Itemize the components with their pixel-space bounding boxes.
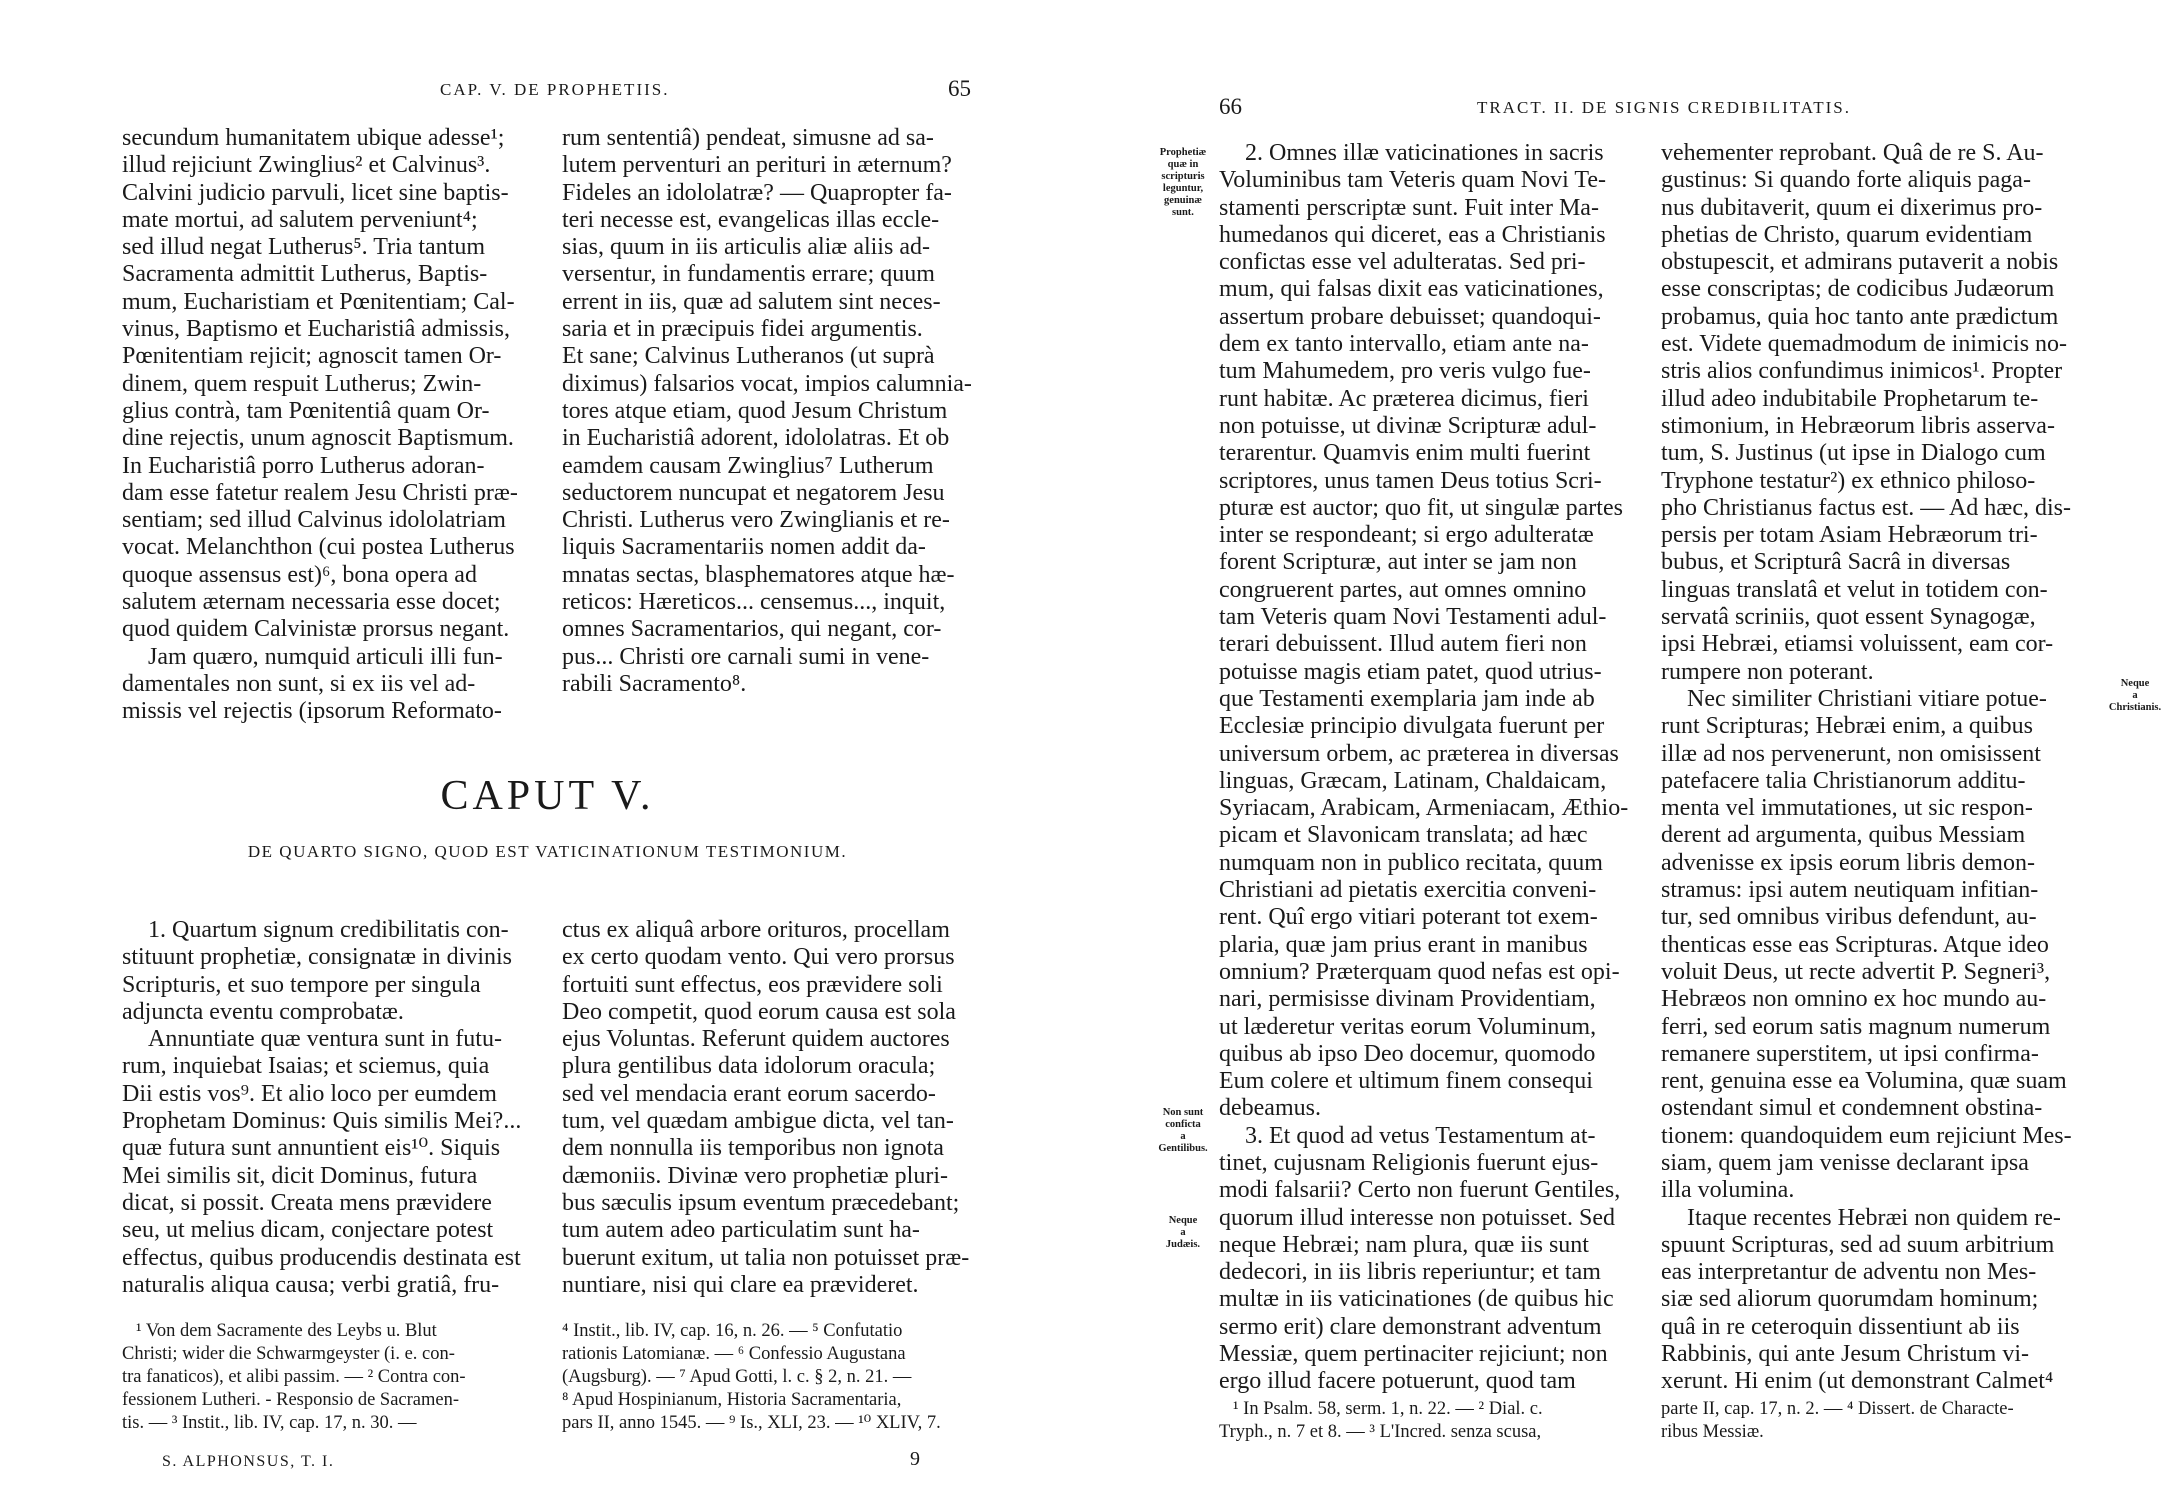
text-line: 1. Quartum signum credibilitatis con- (148, 917, 509, 943)
text-line: terari debuissent. Illud autem fieri non (1219, 631, 1587, 658)
text-line: sermo erit) clare demonstrant adventum (1219, 1313, 1602, 1340)
text-line: seu, ut melius dicam, conjectare potest (122, 1217, 494, 1244)
text-line: congruerent partes, aut omnes omnino (1219, 576, 1587, 603)
text-line: ut læderetur veritas eorum Voluminum, (1219, 1013, 1597, 1040)
chapter-subtitle: DE QUARTO SIGNO, QUOD EST VATICINATIONUM TESTIMONIUM. (247, 842, 848, 861)
printer-signature: S. ALPHONSUS, T. I. (162, 1453, 335, 1470)
text-line: sed illud negat Lutherus⁵. Tria tantum (122, 234, 485, 261)
text-line: quæ futura sunt annuntient eis¹⁰. Siquis (122, 1135, 501, 1162)
text-line: seductorem nuncupat et negatorem Jesu (562, 479, 945, 506)
text-line: Fideles an idololatræ? — Quapropter fa- (562, 179, 952, 206)
text-line: versentur, in fundamentis errare; quum (562, 261, 935, 288)
text-line: advenisse ex ipsis eorum libris demon- (1661, 849, 2035, 876)
text-line: adjuncta eventu comprobatæ. (122, 998, 404, 1025)
text-line: phetias de Christo, quarum evidentiam (1661, 221, 2033, 248)
footnotes-right-1 (1219, 1398, 1639, 1444)
text-line: illud rejiciunt Zwinglius² et Calvinus³. (122, 152, 491, 179)
text-line: tores atque etiam, quod Jesum Christum (562, 397, 948, 424)
running-head: CAP. V. DE PROPHETIIS. (440, 80, 670, 99)
text-line: omnium? Præterquam quod nefas est opi- (1219, 958, 1620, 985)
text-line: sed vel mendacia erant eorum sacerdo- (562, 1080, 936, 1107)
text-line: humedanos qui diceret, eas a Christianis (1219, 221, 1606, 248)
text-line: Tryphone testatur²) ex ethnico philoso- (1661, 467, 2036, 494)
text-line: multæ in iis vaticinationes (de quibus hic (1219, 1286, 1614, 1313)
text-line: runt Scripturas; Hebræi enim, a quibus (1661, 713, 2033, 740)
text-line: ¹ Von dem Sacramente des Leybs u. Blut (136, 1321, 437, 1341)
text-line: sias, quum in iis articulis aliæ aliis ad- (562, 234, 930, 261)
text-line: menta vel immutationes, ut sic respon- (1661, 795, 2033, 822)
text-line: ergo illud facere potuerunt, quod tam (1219, 1368, 1576, 1395)
text-line: stramus: ipsi autem neutiquam infitian- (1661, 877, 2039, 904)
text-line: tionem: quandoquidem eum rejiciunt Mes- (1661, 1122, 2072, 1149)
text-line: vehementer reprobant. Quâ de re S. Au- (1661, 140, 2044, 166)
text-line: illa volumina. (1661, 1177, 1795, 1204)
text-line: illud adeo indubitabile Prophetarum te- (1661, 385, 2039, 412)
page-number: 65 (948, 76, 971, 101)
text-line: quod quidem Calvinistæ prorsus negant. (122, 616, 510, 643)
text-line: spuunt Scripturas, sed ad suum arbitrium (1661, 1231, 2055, 1258)
text-line: lutem perventuri an perituri in æternum? (562, 152, 952, 179)
text-line: plura gentilibus data idolorum oracula; (562, 1053, 936, 1080)
text-line: tum, S. Justinus (ut ipse in Dialogo cum (1661, 440, 2046, 467)
text-line: a (1180, 1131, 1186, 1142)
text-line: Christi. Lutherus vero Zwinglianis et re- (562, 507, 950, 534)
text-line: effectus, quibus producendis destinata est (122, 1244, 521, 1271)
text-line: tis. — ³ Instit., lib. IV, cap. 17, n. 30. — (122, 1413, 417, 1433)
margin-note-neque-judaeis (1143, 1215, 1223, 1251)
text-line: pus... Christi ore carnali sumi in vene- (562, 643, 930, 670)
text-line: ostendant simul et condemnent obstina- (1661, 1095, 2043, 1122)
text-line: runt habitæ. Ac præterea dicimus, fieri (1219, 385, 1589, 412)
text-line: thenticas esse eas Scripturas. Atque ideo (1661, 931, 2049, 958)
text-line: Deo competit, quod eorum causa est sola (562, 998, 956, 1025)
text-line: liquis Sacramentariis nomen addit da- (562, 534, 926, 561)
text-line: debeamus. (1219, 1095, 1321, 1122)
text-line: Neque (2120, 678, 2150, 689)
text-line: Neque (1168, 1215, 1198, 1226)
column-1 (1219, 140, 1629, 1396)
text-line: stituunt prophetiæ, consignatæ in divinis (122, 944, 512, 971)
column-1-top (122, 125, 532, 726)
text-line: siam, quem jam venisse declarant ipsa (1661, 1149, 2029, 1176)
text-line: stamenti perscriptæ sunt. Fuit inter Ma- (1219, 194, 1599, 221)
text-line: (Augsburg). — ⁷ Apud Gotti, l. c. § 2, n. 21. — (562, 1367, 912, 1387)
text-line: quorum illud interesse non potuisset. Sed (1219, 1204, 1615, 1231)
text-line: pars II, anno 1545. — ⁹ Is., XLI, 23. — ¹⁰ XLIV, 7. (562, 1413, 941, 1433)
text-line: Non sunt (1162, 1107, 1204, 1118)
footnotes-left-2 (562, 1320, 982, 1435)
text-line: Gentilibus. (1158, 1143, 1208, 1154)
text-line: derent ad argumenta, quibus Messiam (1661, 822, 2026, 849)
text-line: mnatas sectas, blasphematores atque hæ- (562, 561, 955, 588)
text-line: nus dubitaverit, quum ei dixerimus pro- (1661, 194, 2043, 221)
text-line: buerunt exitum, ut talia non potuisset præ- (562, 1244, 970, 1271)
column-2-bottom (562, 917, 972, 1299)
text-line: Scripturis, et suo tempore per singula (122, 971, 481, 998)
text-line: damentales non sunt, si ex iis vel ad- (122, 670, 476, 697)
margin-note-prophetiae (1143, 147, 1223, 219)
text-line: naturalis aliqua causa; verbi gratiâ, fru- (122, 1271, 500, 1298)
text-line: diximus) falsarios vocat, impios calumnia- (562, 370, 972, 397)
text-line: rum, inquiebat Isaias; et sciemus, quia (122, 1053, 490, 1080)
text-line: conficta (1165, 1119, 1201, 1130)
text-line: missis vel rejectis (ipsorum Reformato- (122, 698, 502, 725)
text-line: nari, permisisse divinam Providentiam, (1219, 986, 1596, 1013)
text-line: obstupescit, et admirans putaverit a nobis (1661, 249, 2059, 276)
text-line: Sacramenta admittit Lutherus, Baptis- (122, 261, 488, 288)
text-line: ⁴ Instit., lib. IV, cap. 16, n. 26. — ⁵ Confutatio (562, 1321, 903, 1341)
text-line: tum, vel quædam ambigue dicta, vel tan- (562, 1108, 954, 1135)
text-line: ¹ In Psalm. 58, serm. 1, n. 22. — ² Dial. c. (1233, 1399, 1543, 1419)
text-line: Eum colere et ultimum finem consequi (1219, 1068, 1593, 1095)
text-line: Tryph., n. 7 et 8. — ³ L'Incred. senza scusa, (1219, 1422, 1542, 1442)
text-line: Calvini judicio parvuli, licet sine baptis- (122, 179, 509, 206)
signature-number: 9 (910, 1448, 920, 1470)
text-line: ipsi Hebræi, etiamsi voluissent, eam cor- (1661, 631, 2054, 658)
text-line: Ecclesiæ principio divulgata fuerunt per (1219, 713, 1605, 740)
text-line: leguntur, (1162, 183, 1204, 194)
text-line: tam Veteris quam Novi Testamenti adul- (1219, 604, 1607, 631)
text-line: dem ex tanto intervallo, etiam ante na- (1219, 331, 1589, 358)
text-line: rent, genuina esse ea Volumina, quæ suam (1661, 1068, 2067, 1095)
text-line: glius contrà, tam Pœnitentiâ quam Or- (122, 397, 490, 424)
text-line: tra fanaticos), et alibi passim. — ² Contra con- (122, 1367, 466, 1387)
text-line: xerunt. Hi enim (ut demonstrant Calmet⁴ (1661, 1368, 2054, 1395)
text-line: reticos: Hæreticos... censemus..., inquit, (562, 589, 946, 616)
margin-note-neque-christianis (2095, 678, 2175, 714)
text-line: sunt. (1172, 207, 1194, 218)
text-line: rumpere non poterant. (1661, 658, 1874, 685)
text-line: Christiani ad pietatis exercitia conveni- (1219, 877, 1597, 904)
column-1-bottom (122, 917, 532, 1299)
text-line: omnes Sacramentarios, qui negant, cor- (562, 616, 942, 643)
text-line: Prophetam Dominus: Quis similis Mei?... (122, 1108, 522, 1135)
text-line: ex certo quodam vento. Qui vero prorsus (562, 944, 955, 971)
text-line: rum sententiâ) pendeat, simusne ad sa- (562, 125, 934, 151)
text-line: Itaque recentes Hebræi non quidem re- (1687, 1204, 2061, 1231)
text-line: Rabbinis, qui ante Jesum Christum vi- (1661, 1341, 2029, 1368)
text-line: vinus, Baptismo et Eucharistiâ admissis, (122, 316, 510, 343)
text-line: stris alios confundimus inimicos¹. Propter (1661, 358, 2063, 385)
text-line: forent Scripturæ, aut inter se jam non (1219, 549, 1577, 576)
text-line: bubus, et Scripturâ Sacrâ in diversas (1661, 549, 2011, 576)
text-line: Syriacam, Arabicam, Armeniacam, Æthio- (1219, 795, 1629, 822)
text-line: Dii estis vos⁹. Et alio loco per eumdem (122, 1080, 497, 1107)
text-line: numquam non in publico recitata, quum (1219, 849, 1603, 876)
text-line: in Eucharistiâ adorent, idololatras. Et ob (562, 425, 950, 452)
text-line: Voluminibus tam Veteris quam Novi Te- (1219, 167, 1606, 194)
text-line: ⁸ Apud Hospinianum, Historia Sacramentaria, (562, 1390, 902, 1410)
text-line: parte II, cap. 17, n. 2. — ⁴ Dissert. de Characte- (1661, 1399, 2014, 1419)
text-line: Nec similiter Christiani vitiare potue- (1687, 685, 2047, 712)
text-line: genuinæ (1164, 195, 1202, 206)
text-line: Et sane; Calvinus Lutheranos (ut suprà (562, 343, 935, 370)
text-line: Hebræos non omnino ex hoc mundo au- (1661, 986, 2047, 1013)
footnotes-right-2 (1661, 1398, 2081, 1444)
text-line: terarentur. Quamvis enim multi fuerint (1219, 440, 1591, 467)
text-line: persis per totam Asiam Hebræorum tri- (1661, 522, 2038, 549)
text-line: ctus ex aliquâ arbore orituros, procellam (562, 917, 950, 943)
text-line: picam et Slavonicam translata; ad hæc (1219, 822, 1588, 849)
text-line: universum orbem, ac præterea in diversas (1219, 740, 1619, 767)
text-line: salutem æternam necessaria esse docet; (122, 589, 501, 616)
text-line: a (1180, 1227, 1186, 1238)
text-line: confictas esse vel adulteratas. Sed pri- (1219, 249, 1586, 276)
text-line: nuntiare, nisi qui clare ea prævideret. (562, 1271, 919, 1298)
text-line: dem nonnulla iis temporibus non ignota (562, 1135, 944, 1162)
text-line: dæmoniis. Divinæ vero prophetiæ pluri- (562, 1162, 948, 1189)
text-line: tur, sed omnibus viribus defendunt, au- (1661, 904, 2037, 931)
text-line: 3. Et quod ad vetus Testamentum at- (1245, 1122, 1596, 1149)
text-line: quæ in (1167, 159, 1199, 170)
text-line: Judæis. (1165, 1239, 1201, 1250)
text-line: dam esse fatetur realem Jesu Christi præ- (122, 479, 518, 506)
text-line: quoque assensus est)⁶, bona opera ad (122, 561, 477, 588)
text-line: Jam quæro, numquid articuli illi fun- (148, 643, 503, 670)
text-line: tinet, cujusnam Religionis fuerunt ejus- (1219, 1149, 1599, 1176)
text-line: voluit Deus, ut recte advertit P. Segneri³, (1661, 958, 2051, 985)
text-line: scripturis (1161, 171, 1205, 182)
text-line: plaria, quæ jam prius erant in manibus (1219, 931, 1588, 958)
text-line: scriptores, unus tamen Deus totius Scri- (1219, 467, 1602, 494)
text-line: ejus Voluntas. Referunt quidem auctores (562, 1026, 950, 1053)
page-number: 66 (1219, 94, 1242, 119)
text-line: remanere superstitem, ut ipsi confirma- (1661, 1040, 2039, 1067)
text-line: Christianis. (2108, 702, 2162, 713)
text-line: Christi; wider die Schwarmgeyster (i. e. con- (122, 1344, 455, 1364)
text-line: teri necesse est, evangelicas illas eccle- (562, 206, 940, 233)
text-line: est. Videte quemadmodum de inimicis no- (1661, 331, 2068, 358)
text-line: ribus Messiæ. (1661, 1422, 1764, 1442)
text-line: inter se respondeant; si ergo adulteratæ (1219, 522, 1594, 549)
text-line: quâ in re ceteroquin dissentiunt ab iis (1661, 1313, 2020, 1340)
text-line: a (2132, 690, 2138, 701)
text-line: esse conscriptas; de codicibus Judæorum (1661, 276, 2055, 303)
text-line: non potuisse, ut divinæ Scripturæ adul- (1219, 412, 1597, 439)
text-line: que Testamenti exemplaria jam inde ab (1219, 685, 1595, 712)
text-line: tum autem adeo particulatim sunt ha- (562, 1217, 920, 1244)
text-line: Mei similis sit, dicit Dominus, futura (122, 1162, 478, 1189)
text-line: sentiam; sed illud Calvinus idololatriam (122, 507, 506, 534)
text-line: rationis Latomianæ. — ⁶ Confessio Augustana (562, 1344, 906, 1364)
text-line: mate mortui, ad salutem perveniunt⁴; (122, 206, 478, 233)
chapter-title: CAPUT V. (440, 773, 655, 819)
text-line: ferri, sed eorum satis magnum numerum (1661, 1013, 2051, 1040)
text-line: Prophetiæ (1159, 147, 1207, 158)
column-2-top (562, 125, 972, 698)
text-line: modi falsarii? Certo non fuerunt Gentiles, (1219, 1177, 1621, 1204)
running-head: TRACT. II. DE SIGNIS CREDIBILITATIS. (1477, 98, 1851, 117)
text-line: saria et in præcipuis fidei argumentis. (562, 316, 923, 343)
left-page (0, 0, 1020, 1500)
text-line: dinem, quem respuit Lutherus; Zwin- (122, 370, 482, 397)
text-line: dedecori, in iis libris reperiuntur; et tam (1219, 1259, 1601, 1286)
text-line: tum Mahumedem, pro veris vulgo fue- (1219, 358, 1591, 385)
text-line: fessionem Lutheri. - Responsio de Sacramen- (122, 1390, 460, 1410)
text-line: patefacere talia Christianorum additu- (1661, 767, 2026, 794)
text-line: secundum humanitatem ubique adesse¹; (122, 125, 505, 151)
text-line: illæ ad nos pervenerunt, non omisissent (1661, 740, 2041, 767)
text-line: pho Christianus factus est. — Ad hæc, dis- (1661, 494, 2071, 521)
text-line: 2. Omnes illæ vaticinationes in sacris (1245, 140, 1604, 166)
text-line: mum, qui falsas dixit eas vaticinationes, (1219, 276, 1604, 303)
text-line: assertum probare debuisset; quandoqui- (1219, 303, 1601, 330)
text-line: eas interpretantur de adventu non Mes- (1661, 1259, 2037, 1286)
text-line: dicat, si possit. Creata mens prævidere (122, 1189, 492, 1216)
text-line: Pœnitentiam rejicit; agnoscit tamen Or- (122, 343, 502, 370)
text-line: errent in iis, quæ ad salutem sint neces- (562, 288, 941, 315)
text-line: pturæ est auctor; quo fit, ut singulæ partes (1219, 494, 1623, 521)
text-line: vocat. Melanchthon (cui postea Lutherus (122, 534, 515, 561)
text-line: linguas, Græcam, Latinam, Chaldaicam, (1219, 767, 1607, 794)
text-line: linguas translatâ et velut in totidem con- (1661, 576, 2048, 603)
text-line: probamus, quia hoc tanto ante prædictum (1661, 303, 2059, 330)
text-line: rent. Quî ergo vitiari poterant tot exem- (1219, 904, 1598, 931)
text-line: bus sæculis ipsum eventum præcedebant; (562, 1189, 960, 1216)
text-line: Annuntiate quæ ventura sunt in futu- (148, 1026, 502, 1053)
text-line: servatâ scriniis, quot essent Synagogæ, (1661, 604, 2036, 631)
text-line: mum, Eucharistiam et Pœnitentiam; Cal- (122, 288, 515, 315)
text-line: In Eucharistiâ porro Lutherus adoran- (122, 452, 485, 479)
text-line: rabili Sacramento⁸. (562, 670, 747, 697)
text-line: quibus ab ipso Deo docemur, quomodo (1219, 1040, 1596, 1067)
text-line: gustinus: Si quando forte aliquis paga- (1661, 167, 2031, 194)
column-2 (1661, 140, 2071, 1396)
text-line: siæ sed aliorum quorumdam hominum; (1661, 1286, 2039, 1313)
text-line: fortuiti sunt effectus, eos prævidere soli (562, 971, 943, 998)
footnotes-left-1 (122, 1320, 542, 1435)
margin-note-non-sunt (1143, 1107, 1223, 1155)
text-line: neque Hebræi; nam plura, quæ iis sunt (1219, 1231, 1589, 1258)
text-line: eamdem causam Zwinglius⁷ Lutherum (562, 452, 934, 479)
text-line: dine rejectis, unum agnoscit Baptismum. (122, 425, 514, 452)
text-line: Messiæ, quem pertinaciter rejiciunt; non (1219, 1341, 1608, 1368)
right-page (1095, 0, 2182, 1500)
text-line: stimonium, in Hebræorum libris asserva- (1661, 412, 2055, 439)
text-line: potuisse magis etiam patet, quod utrius- (1219, 658, 1602, 685)
